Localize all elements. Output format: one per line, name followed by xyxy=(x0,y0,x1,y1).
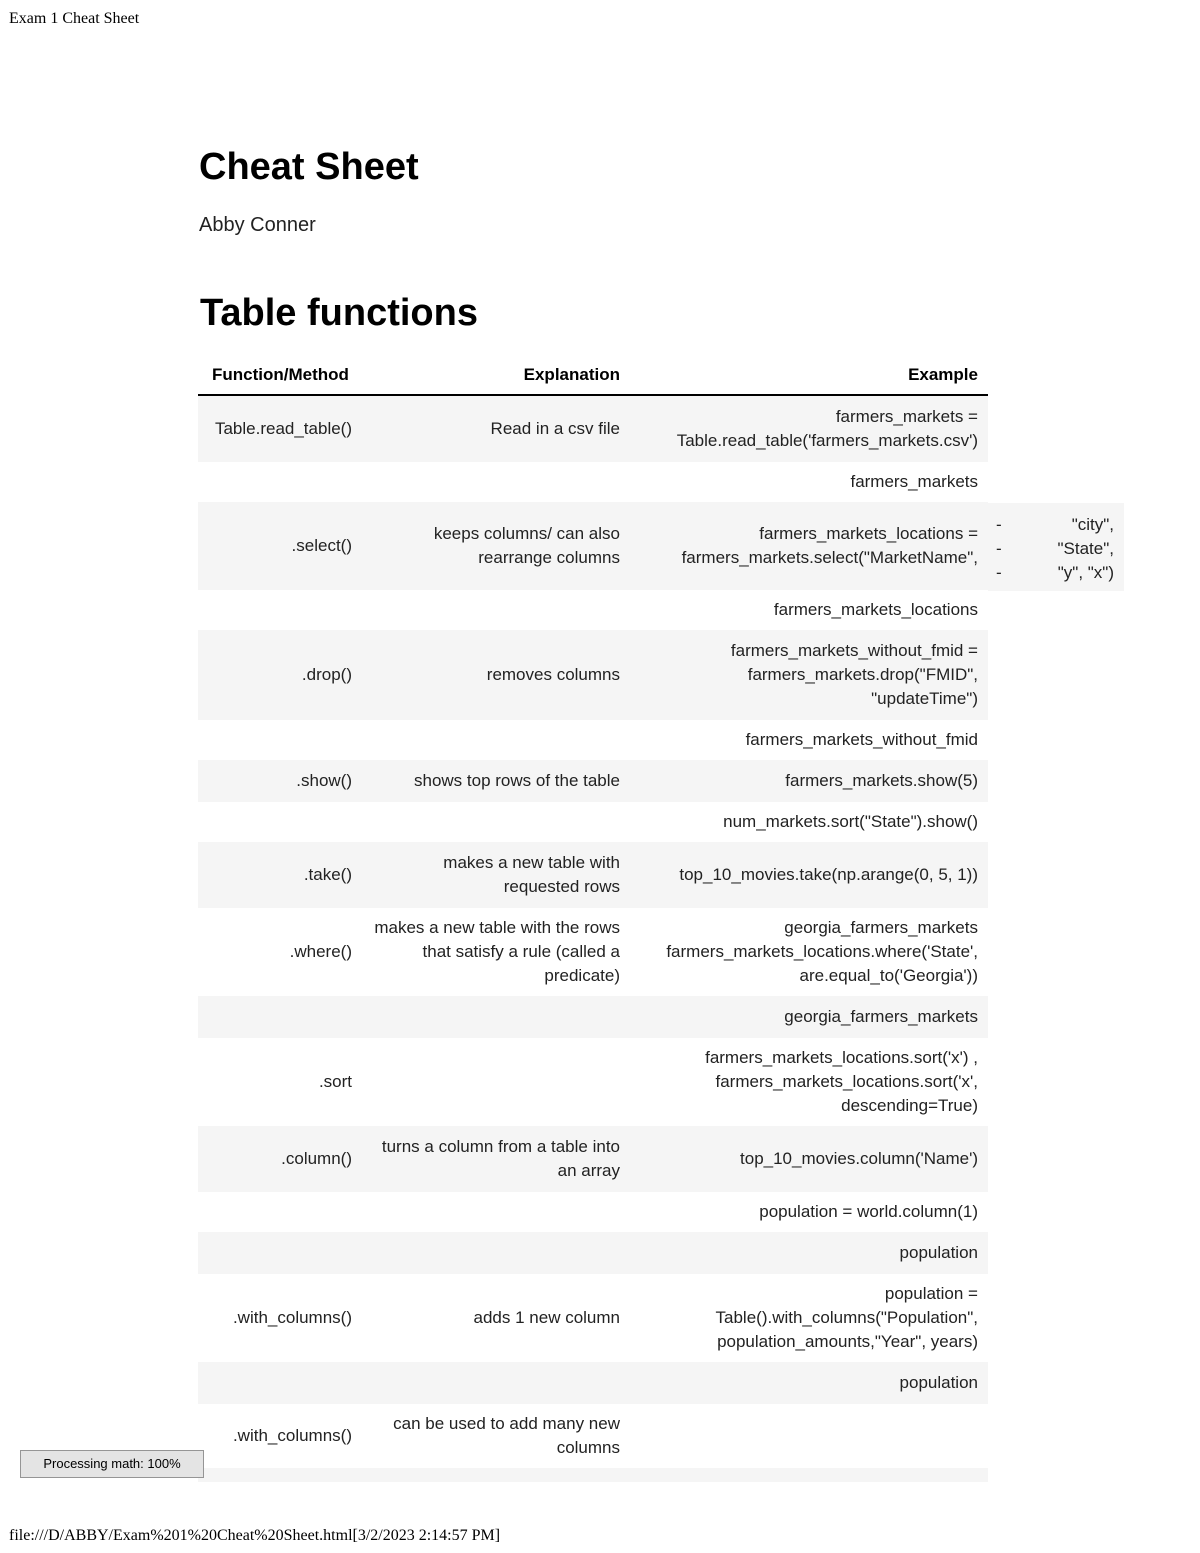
cell-explanation: can be used to add many new columns xyxy=(393,1414,620,1457)
cell-explanation xyxy=(362,1362,630,1404)
cell-explanation xyxy=(362,720,630,760)
processing-math-status: Processing math: 100% xyxy=(20,1450,204,1478)
cell-function xyxy=(198,1362,362,1404)
table-row xyxy=(198,1468,988,1482)
author-name: Abby Conner xyxy=(199,214,316,236)
cell-example: farmers_markets_without_fmid = farmers_markets.drop("FMID", "updateTime") xyxy=(630,630,988,720)
cell-example: farmers_markets.show(5) xyxy=(630,760,988,802)
cell-explanation: shows top rows of the table xyxy=(362,760,630,802)
cell-example: top_10_movies.column('Name') xyxy=(630,1126,988,1192)
header-example: Example xyxy=(630,358,988,395)
overflow-dash: - xyxy=(996,563,1002,582)
cell-explanation xyxy=(362,1192,630,1232)
select-example-overflow xyxy=(988,503,1124,591)
cell-example: farmers_markets_locations.sort('x') , farmers_markets_locations.sort('x', descending=True) xyxy=(705,1048,978,1115)
table-row xyxy=(198,1274,988,1362)
cell-function: .show() xyxy=(198,760,362,802)
cell-function: Table.read_table() xyxy=(198,395,362,462)
cell-function: .with_columns() xyxy=(232,1308,352,1327)
table-row xyxy=(198,462,988,502)
cell-example xyxy=(630,1468,988,1482)
cell-example: farmers_markets_without_fmid xyxy=(745,730,978,749)
cell-function xyxy=(198,1232,362,1274)
header-explanation: Explanation xyxy=(362,358,630,395)
cell-function: .where() xyxy=(289,942,352,961)
cell-explanation xyxy=(362,462,630,502)
table-row xyxy=(198,395,988,462)
cell-example: population = world.column(1) xyxy=(759,1202,978,1221)
cell-explanation: makes a new table with requested rows xyxy=(362,842,630,908)
print-footer: file:///D/ABBY/Exam%201%20Cheat%20Sheet.html[3/2/2023 2:14:57 PM] xyxy=(9,1527,501,1544)
cell-explanation xyxy=(362,996,630,1038)
cell-explanation xyxy=(362,802,630,842)
cell-function xyxy=(198,720,362,760)
cell-function xyxy=(198,462,362,502)
table-header-row xyxy=(198,358,988,395)
cell-explanation: makes a new table with the rows that satisfy a rule (called a predicate) xyxy=(374,918,620,985)
header-function: Function/Method xyxy=(198,358,362,395)
cell-function: .select() xyxy=(198,502,362,590)
cell-example: georgia_farmers_markets xyxy=(630,996,988,1038)
table-row xyxy=(198,908,988,996)
cell-example: farmers_markets_locations = farmers_markets.select("MarketName", xyxy=(630,502,988,590)
print-header: Exam 1 Cheat Sheet xyxy=(9,10,140,27)
table-row xyxy=(198,1192,988,1232)
table-row xyxy=(198,590,988,630)
section-title: Table functions xyxy=(200,292,478,334)
cell-function xyxy=(198,1192,362,1232)
table-row xyxy=(198,842,988,908)
cell-explanation xyxy=(362,590,630,630)
cell-explanation: removes columns xyxy=(362,630,630,720)
cell-explanation: Read in a csv file xyxy=(362,395,630,462)
cell-explanation: adds 1 new column xyxy=(473,1308,620,1327)
table-row xyxy=(198,630,988,720)
functions-table-container xyxy=(198,358,988,1482)
table-row xyxy=(198,802,988,842)
table-row xyxy=(198,760,988,802)
table-row xyxy=(198,502,988,590)
page-title: Cheat Sheet xyxy=(199,146,419,188)
cell-explanation xyxy=(362,1232,630,1274)
table-row xyxy=(198,1362,988,1404)
cell-function xyxy=(198,1468,362,1482)
cell-example: top_10_movies.take(np.arange(0, 5, 1)) xyxy=(630,842,988,908)
cell-function: .drop() xyxy=(198,630,362,720)
cell-explanation xyxy=(362,1468,630,1482)
overflow-values: "city", "State", "y", "x") xyxy=(1057,515,1114,582)
cell-example: farmers_markets = Table.read_table('farmers_markets.csv') xyxy=(630,395,988,462)
cell-function: .sort xyxy=(318,1072,352,1091)
cell-example: georgia_farmers_markets farmers_markets_locations.where('State', are.equal_to('Georgia')) xyxy=(666,918,978,985)
cell-function: .take() xyxy=(198,842,362,908)
cell-example: farmers_markets_locations xyxy=(773,600,978,619)
cell-example: population xyxy=(630,1362,988,1404)
table-row xyxy=(198,1126,988,1192)
cell-explanation: keeps columns/ can also rearrange columns xyxy=(362,502,630,590)
table-row xyxy=(198,1404,988,1468)
functions-table xyxy=(198,358,988,1482)
overflow-dashes xyxy=(996,513,1002,585)
cell-example: population xyxy=(630,1232,988,1274)
table-row xyxy=(198,1232,988,1274)
cell-example: num_markets.sort("State").show() xyxy=(723,812,978,831)
cell-function: .column() xyxy=(198,1126,362,1192)
cell-example: population = Table().with_columns("Population", population_amounts,"Year", years) xyxy=(715,1284,978,1351)
cell-function xyxy=(198,802,362,842)
cell-explanation: turns a column from a table into an array xyxy=(362,1126,630,1192)
cell-example: farmers_markets xyxy=(850,472,978,491)
overflow-dash: - xyxy=(996,515,1002,534)
cell-example xyxy=(630,1404,988,1468)
table-row xyxy=(198,996,988,1038)
table-row xyxy=(198,1038,988,1126)
table-row xyxy=(198,720,988,760)
cell-function xyxy=(198,590,362,630)
overflow-dash: - xyxy=(996,539,1002,558)
cell-explanation xyxy=(362,1038,630,1126)
cell-function xyxy=(198,996,362,1038)
cell-function: .with_columns() xyxy=(232,1426,352,1445)
